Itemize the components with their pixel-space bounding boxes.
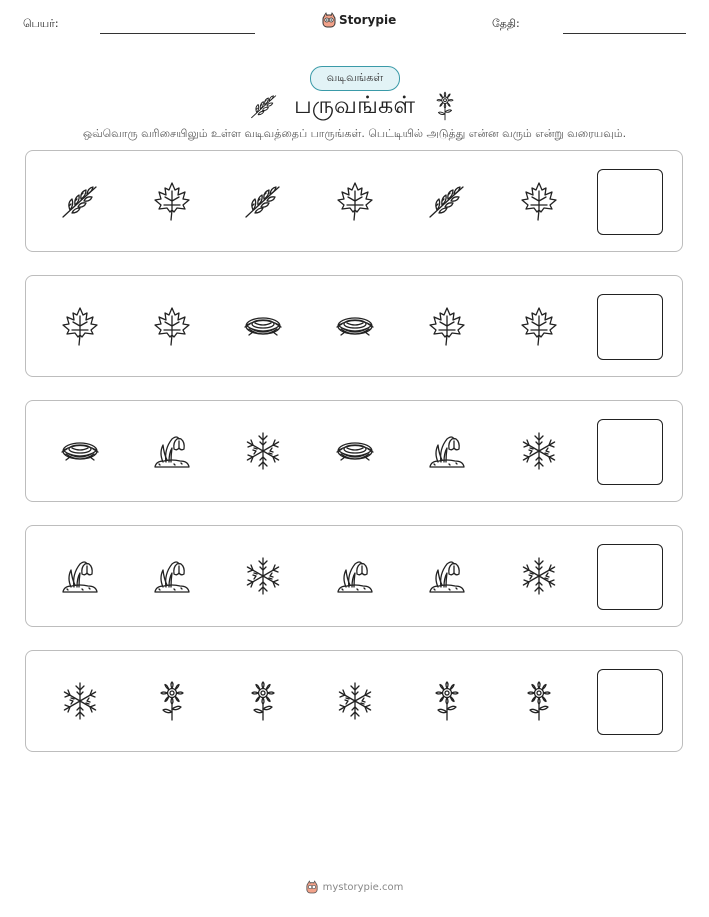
pattern-cell xyxy=(333,304,377,348)
page-title: பருவங்கள் xyxy=(293,90,416,119)
snowdrop-icon xyxy=(425,554,469,598)
pattern-cell xyxy=(425,304,469,348)
nest-icon xyxy=(333,429,377,473)
pattern-cell xyxy=(517,179,561,223)
pattern-cell xyxy=(150,304,194,348)
answer-box[interactable] xyxy=(597,669,663,735)
footer xyxy=(0,880,709,894)
maple-leaf-icon xyxy=(517,179,561,223)
pattern-cell xyxy=(517,679,561,723)
leaves-icon xyxy=(425,179,469,223)
title-leaves-icon xyxy=(248,90,280,122)
topic-badge: வடிவங்கள் xyxy=(310,66,400,91)
pattern-cell xyxy=(58,429,102,473)
pattern-cell xyxy=(333,554,377,598)
maple-leaf-icon xyxy=(150,304,194,348)
pattern-cell xyxy=(58,679,102,723)
answer-box[interactable] xyxy=(597,169,663,235)
nest-icon xyxy=(241,304,285,348)
instructions: ஒவ்வொரு வரிசையிலும் உள்ள வடிவத்தைப் பாருங்கள். பெட்டியில் அடுத்து என்ன வரும் என்று வரையவும். xyxy=(82,127,627,140)
snowdrop-icon xyxy=(425,429,469,473)
pattern-row xyxy=(25,275,683,377)
answer-box[interactable] xyxy=(597,544,663,610)
maple-leaf-icon xyxy=(517,304,561,348)
pattern-cell xyxy=(517,554,561,598)
pattern-cell xyxy=(333,179,377,223)
maple-leaf-icon xyxy=(150,179,194,223)
nest-icon xyxy=(58,429,102,473)
pattern-cell xyxy=(425,554,469,598)
pattern-cell xyxy=(241,679,285,723)
owl-icon xyxy=(322,12,336,28)
leaves-icon xyxy=(241,179,285,223)
pattern-row xyxy=(25,525,683,627)
sunflower-icon xyxy=(429,90,461,122)
footer-url: mystorypie.com xyxy=(322,881,404,893)
date-label: தேதி: xyxy=(492,17,520,30)
pattern-row xyxy=(25,650,683,752)
snowdrop-icon xyxy=(150,429,194,473)
snowflake-icon xyxy=(58,679,102,723)
pattern-cell xyxy=(58,179,102,223)
snowflake-icon xyxy=(517,429,561,473)
pattern-cell xyxy=(241,554,285,598)
storypie-logo xyxy=(322,12,396,28)
pattern-cell xyxy=(150,679,194,723)
maple-leaf-icon xyxy=(333,179,377,223)
pattern-cell xyxy=(425,179,469,223)
pattern-cell xyxy=(150,554,194,598)
snowflake-icon xyxy=(333,679,377,723)
sunflower-icon xyxy=(241,679,285,723)
pattern-row xyxy=(25,400,683,502)
pattern-cell xyxy=(517,304,561,348)
sunflower-icon xyxy=(517,679,561,723)
answer-box[interactable] xyxy=(597,294,663,360)
date-line[interactable] xyxy=(563,33,686,34)
name-line[interactable] xyxy=(100,33,255,34)
answer-box[interactable] xyxy=(597,419,663,485)
owl-icon xyxy=(306,880,318,894)
snowdrop-icon xyxy=(150,554,194,598)
snowflake-icon xyxy=(517,554,561,598)
snowflake-icon xyxy=(241,554,285,598)
pattern-cell xyxy=(241,304,285,348)
snowflake-icon xyxy=(241,429,285,473)
pattern-cell xyxy=(425,429,469,473)
pattern-cell xyxy=(58,554,102,598)
pattern-cell xyxy=(241,429,285,473)
leaves-icon xyxy=(58,179,102,223)
pattern-row xyxy=(25,150,683,252)
snowdrop-icon xyxy=(333,554,377,598)
pattern-cell xyxy=(58,304,102,348)
maple-leaf-icon xyxy=(425,304,469,348)
name-label: பெயர்: xyxy=(23,17,59,30)
pattern-cell xyxy=(425,679,469,723)
pattern-cell xyxy=(333,679,377,723)
sunflower-icon xyxy=(425,679,469,723)
nest-icon xyxy=(333,304,377,348)
pattern-cell xyxy=(333,429,377,473)
leaves-icon xyxy=(248,90,280,122)
title-sunflower-icon xyxy=(429,90,461,122)
pattern-cell xyxy=(517,429,561,473)
brand-name: Storypie xyxy=(339,13,397,27)
pattern-cell xyxy=(150,179,194,223)
maple-leaf-icon xyxy=(58,304,102,348)
pattern-cell xyxy=(150,429,194,473)
snowdrop-icon xyxy=(58,554,102,598)
title-row xyxy=(0,90,709,122)
pattern-cell xyxy=(241,179,285,223)
sunflower-icon xyxy=(150,679,194,723)
